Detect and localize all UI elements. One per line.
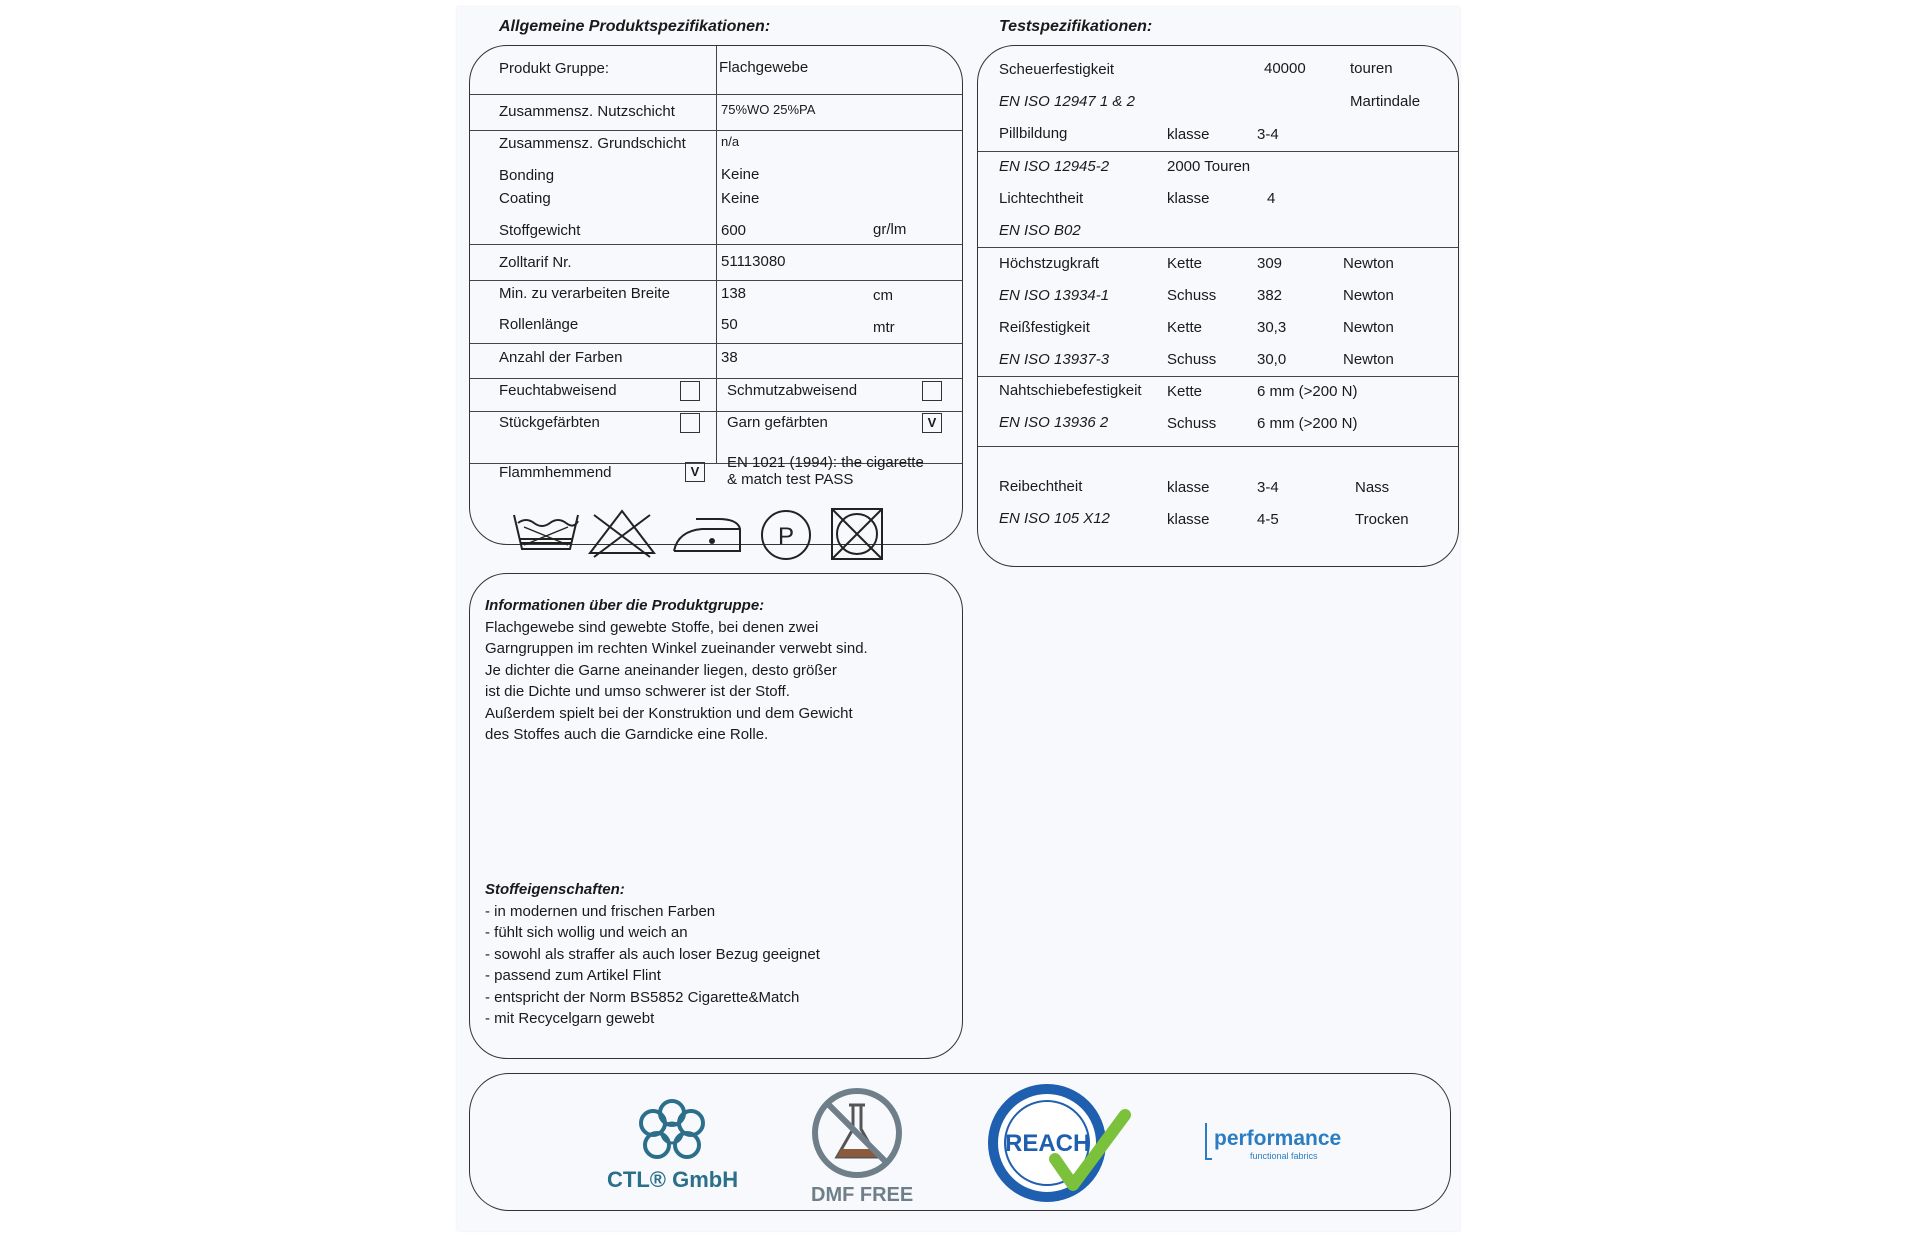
general-spec-heading: Allgemeine Produktspezifikationen: bbox=[499, 18, 771, 35]
licht-norm: EN ISO B02 bbox=[999, 222, 1081, 239]
produkt-gruppe-value: Flachgewebe bbox=[719, 59, 809, 76]
rollenlaenge-unit: mtr bbox=[873, 319, 895, 336]
fabric-property-item: - fühlt sich wollig und weich an bbox=[485, 924, 688, 941]
stoffgewicht-unit: gr/lm bbox=[873, 221, 907, 238]
hoechst-schuss-value: 382 bbox=[1257, 287, 1283, 304]
reiss-schuss-label: Schuss bbox=[1167, 351, 1217, 368]
scheuer-unit: touren bbox=[1350, 60, 1393, 77]
feucht-label: Feuchtabweisend bbox=[499, 382, 617, 399]
reiss-kette-label: Kette bbox=[1167, 319, 1203, 336]
reib-norm: EN ISO 105 X12 bbox=[999, 510, 1110, 527]
hoechst-kette-label: Kette bbox=[1167, 255, 1203, 272]
pill-norm: EN ISO 12945-2 bbox=[999, 158, 1110, 175]
reib-klasse-nass: klasse bbox=[1167, 479, 1210, 496]
breite-label: Min. zu verarbeiten Breite bbox=[499, 285, 670, 302]
product-info-line: Flachgewebe sind gewebte Stoffe, bei denen zwei bbox=[485, 618, 819, 636]
grundschicht-label: Zusammensz. Grundschicht bbox=[499, 135, 686, 152]
bonding-value: Keine bbox=[721, 166, 760, 183]
nutzschicht-label: Zusammensz. Nutzschicht bbox=[499, 103, 675, 120]
coating-value: Keine bbox=[721, 190, 760, 207]
product-info-line: des Stoffes auch die Garndicke eine Rolle. bbox=[485, 726, 769, 743]
product-info-line: Je dichter die Garne aneinander liegen, desto größer bbox=[485, 661, 837, 679]
nutzschicht-value: 75%WO 25%PA bbox=[721, 102, 816, 117]
naht-schuss-label: Schuss bbox=[1167, 415, 1217, 432]
product-info-heading: Informationen über die Produktgruppe: bbox=[485, 597, 765, 614]
fabric-property-item: - passend zum Artikel Flint bbox=[485, 967, 661, 984]
reach-text: REACH bbox=[1005, 1130, 1091, 1157]
fabric-property-item: - entspricht der Norm BS5852 Cigarette&Match bbox=[485, 988, 800, 1006]
reib-trocken-label: Trocken bbox=[1355, 511, 1409, 528]
reiss-label: Reißfestigkeit bbox=[999, 319, 1090, 336]
schmutz-checkbox bbox=[922, 381, 942, 401]
care-icons bbox=[512, 507, 932, 567]
breite-unit: cm bbox=[873, 287, 893, 304]
rollenlaenge-label: Rollenlänge bbox=[499, 316, 579, 333]
reib-label: Reibechtheit bbox=[999, 478, 1083, 495]
flamm-label: Flammhemmend bbox=[499, 464, 612, 481]
reib-nass-label: Nass bbox=[1355, 479, 1390, 496]
svg-text:P: P bbox=[778, 523, 795, 550]
pill-value: 3-4 bbox=[1257, 126, 1279, 143]
zolltarif-label: Zolltarif Nr. bbox=[499, 254, 572, 271]
naht-kette-label: Kette bbox=[1167, 383, 1203, 400]
hoechst-schuss-unit: Newton bbox=[1343, 287, 1394, 304]
farben-label: Anzahl der Farben bbox=[499, 349, 623, 366]
flamm-note-line-2: & match test PASS bbox=[727, 471, 854, 488]
scheuer-label: Scheuerfestigkeit bbox=[999, 61, 1115, 78]
ctl-logo-text: CTL® GmbH bbox=[607, 1167, 739, 1192]
flamm-note-line-1: EN 1021 (1994): the cigarette bbox=[727, 454, 924, 471]
coating-label: Coating bbox=[499, 190, 551, 207]
product-info-text bbox=[485, 595, 868, 746]
dry-clean-p-icon bbox=[762, 511, 810, 559]
reib-trocken-value: 4-5 bbox=[1257, 511, 1279, 528]
ctl-logo bbox=[587, 1089, 757, 1201]
hoechst-label: Höchstzugkraft bbox=[999, 255, 1100, 272]
reach-logo bbox=[985, 1081, 1135, 1205]
reiss-norm: EN ISO 13937-3 bbox=[999, 351, 1110, 368]
grundschicht-value: n/a bbox=[721, 134, 740, 149]
product-info-line: ist die Dichte und umso schwerer ist der Stoff. bbox=[485, 683, 790, 700]
rollenlaenge-value: 50 bbox=[721, 316, 738, 333]
reiss-kette-value: 30,3 bbox=[1257, 319, 1287, 336]
licht-label: Lichtechtheit bbox=[999, 190, 1084, 207]
stueck-label: Stückgefärbten bbox=[499, 414, 600, 431]
product-info-line: Außerdem spielt bei der Konstruktion und dem Gewicht bbox=[485, 704, 853, 722]
reiss-kette-unit: Newton bbox=[1343, 319, 1394, 336]
fabric-property-item: - mit Recycelgarn gewebt bbox=[485, 1010, 655, 1027]
naht-norm: EN ISO 13936 2 bbox=[999, 414, 1109, 431]
flamm-checkbox: V bbox=[685, 462, 705, 482]
stueck-checkbox bbox=[680, 413, 700, 433]
dmf-free-logo bbox=[787, 1085, 927, 1207]
fabric-property-item: - in modernen und frischen Farben bbox=[485, 902, 716, 920]
fabric-properties-heading: Stoffeigenschaften: bbox=[485, 881, 625, 898]
no-bleach-icon bbox=[590, 511, 654, 557]
naht-kette-value: 6 mm (>200 N) bbox=[1257, 383, 1358, 400]
pill-klasse: klasse bbox=[1167, 126, 1210, 143]
performance-subtext: functional fabrics bbox=[1250, 1151, 1318, 1161]
produkt-gruppe-label: Produkt Gruppe: bbox=[499, 60, 610, 77]
farben-value: 38 bbox=[721, 349, 738, 366]
performance-logo bbox=[1202, 1115, 1352, 1175]
scheuer-norm: EN ISO 12947 1 & 2 bbox=[999, 93, 1135, 110]
reiss-schuss-unit: Newton bbox=[1343, 351, 1394, 368]
zolltarif-value: 51113080 bbox=[721, 253, 786, 270]
garn-label: Garn gefärbten bbox=[727, 414, 828, 431]
wash-40-gentle-icon bbox=[514, 515, 578, 549]
schmutz-label: Schmutzabweisend bbox=[727, 382, 858, 399]
breite-value: 138 bbox=[721, 285, 747, 302]
reib-nass-value: 3-4 bbox=[1257, 479, 1279, 496]
bonding-label: Bonding bbox=[499, 167, 555, 184]
garn-checkbox: V bbox=[922, 413, 942, 433]
naht-label: Nahtschiebefestigkeit bbox=[999, 382, 1142, 399]
licht-klasse: klasse bbox=[1167, 190, 1210, 207]
product-info-line: Garngruppen im rechten Winkel zueinander verwebt sind. bbox=[485, 640, 868, 657]
hoechst-kette-unit: Newton bbox=[1343, 255, 1394, 272]
test-spec-heading: Testspezifikationen: bbox=[999, 18, 1153, 35]
scheuer-value: 40000 bbox=[1264, 60, 1306, 77]
dmf-free-text: DMF FREE bbox=[811, 1184, 914, 1206]
hoechst-schuss-label: Schuss bbox=[1167, 287, 1217, 304]
no-tumble-dry-icon bbox=[832, 509, 882, 559]
stoffgewicht-label: Stoffgewicht bbox=[499, 222, 581, 239]
hoechst-kette-value: 309 bbox=[1257, 255, 1283, 272]
hoechst-norm: EN ISO 13934-1 bbox=[999, 287, 1110, 304]
naht-schuss-value: 6 mm (>200 N) bbox=[1257, 415, 1358, 432]
reib-klasse-trocken: klasse bbox=[1167, 511, 1210, 528]
fabric-property-item: - sowohl als straffer als auch loser Bezug geeignet bbox=[485, 945, 820, 963]
spec-sheet bbox=[457, 7, 1460, 1231]
licht-value: 4 bbox=[1267, 190, 1276, 207]
fabric-properties bbox=[485, 879, 820, 1030]
reiss-schuss-value: 30,0 bbox=[1257, 351, 1287, 368]
iron-low-icon bbox=[674, 519, 740, 551]
stoffgewicht-value: 600 bbox=[721, 222, 747, 239]
pill-extra: 2000 Touren bbox=[1167, 158, 1251, 175]
feucht-checkbox bbox=[680, 381, 700, 401]
performance-text: performance bbox=[1214, 1127, 1342, 1150]
scheuer-method: Martindale bbox=[1350, 93, 1421, 110]
pill-label: Pillbildung bbox=[999, 125, 1068, 142]
